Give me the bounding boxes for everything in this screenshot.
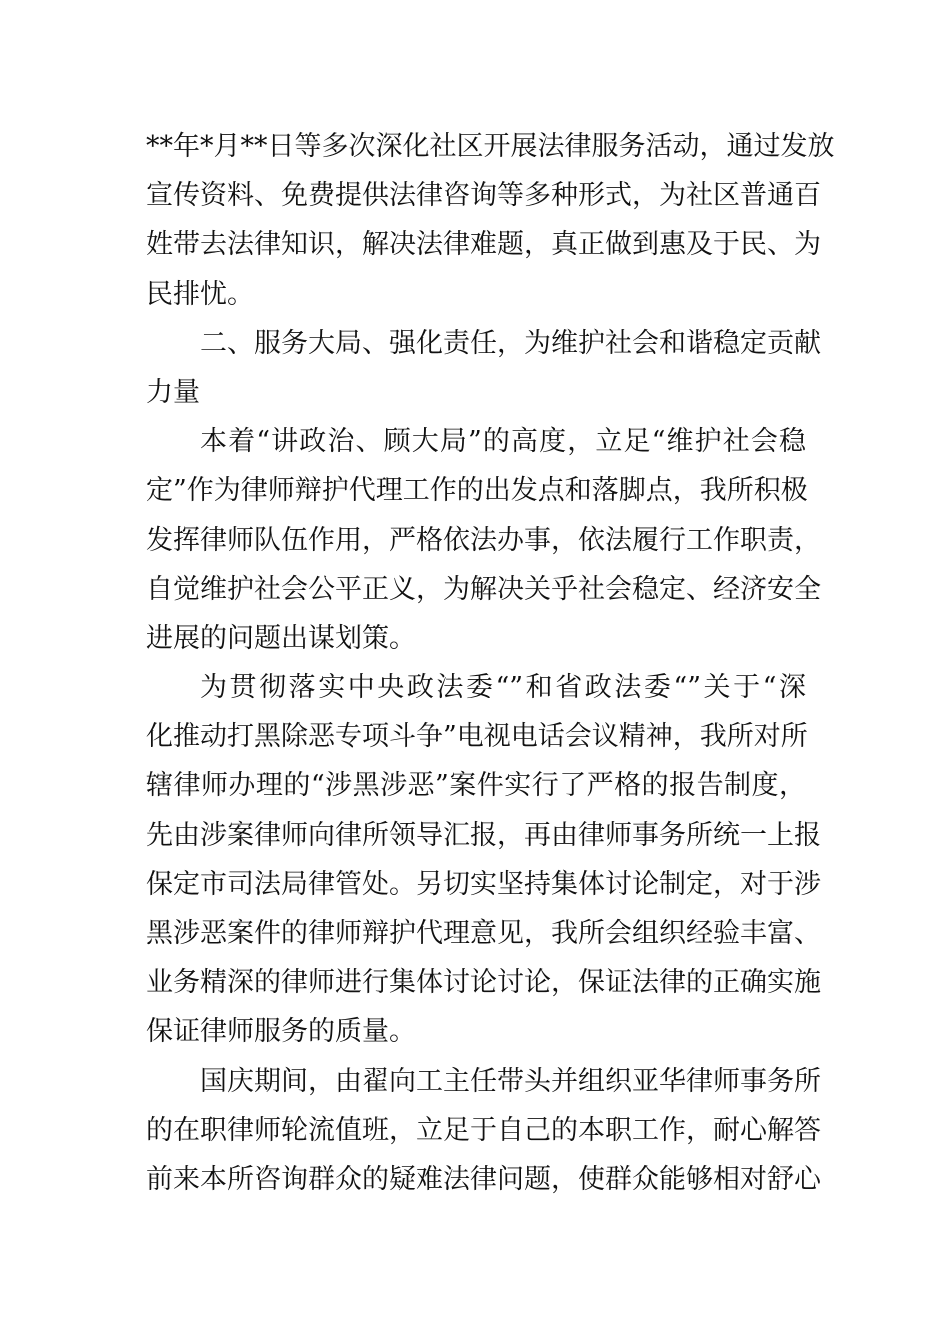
text-line: 业务精深的律师进行集体讨论讨论，保证法律的正确实施: [146, 967, 821, 999]
text-line: 发挥律师队伍作用，严格依法办事，依法履行工作职责，: [146, 524, 821, 556]
text-line: 保定市司法局律管处。另切实坚持集体讨论制定，对于涉: [146, 868, 821, 900]
text-line: 国庆期间，由翟向工主任带头并组织亚华律师事务所: [200, 1065, 821, 1097]
text-line: 姓带去法律知识，解决法律难题，真正做到惠及于民、为: [146, 229, 821, 261]
text-line: 黑涉恶案件的律师辩护代理意见，我所会组织经验丰富、: [146, 918, 821, 949]
text-line: 保证律师服务的质量。: [146, 1016, 416, 1048]
text-line: 自觉维护社会公平正义，为解决关乎社会稳定、经济安全: [146, 573, 821, 605]
text-line: 进展的问题出谋划策。: [146, 622, 416, 654]
text-line: 为贯彻落实中央政法委“”和省政法委“”关于“深: [200, 672, 806, 704]
text-line: 前来本所咨询群众的疑难法律问题，使群众能够相对舒心: [146, 1163, 821, 1195]
text-line: 先由涉案律师向律所领导汇报，再由律师事务所统一上报: [146, 819, 821, 851]
text-line: 二、服务大局、强化责任，为维护社会和谐稳定贡献: [200, 327, 821, 359]
text-line: 力量: [146, 376, 200, 408]
document-page: [146, 122, 835, 1204]
text-line: 本着“讲政治、顾大局”的高度，立足“维护社会稳: [200, 426, 806, 458]
text-line: 民排忧。: [146, 278, 254, 310]
text-line: **年*月**日等多次深化社区开展法律服务活动，通过发放: [146, 131, 835, 162]
text-line: 的在职律师轮流值班，立足于自己的本职工作，耐心解答: [146, 1114, 821, 1146]
text-line: 定”作为律师辩护代理工作的出发点和落脚点，我所积极: [146, 475, 808, 507]
text-line: 辖律师办理的“涉黑涉恶”案件实行了严格的报告制度，: [146, 770, 806, 802]
text-line: 化推动打黑除恶专项斗争”电视电话会议精神，我所对所: [146, 721, 808, 753]
text-line: 宣传资料、免费提供法律咨询等多种形式，为社区普通百: [146, 180, 821, 212]
